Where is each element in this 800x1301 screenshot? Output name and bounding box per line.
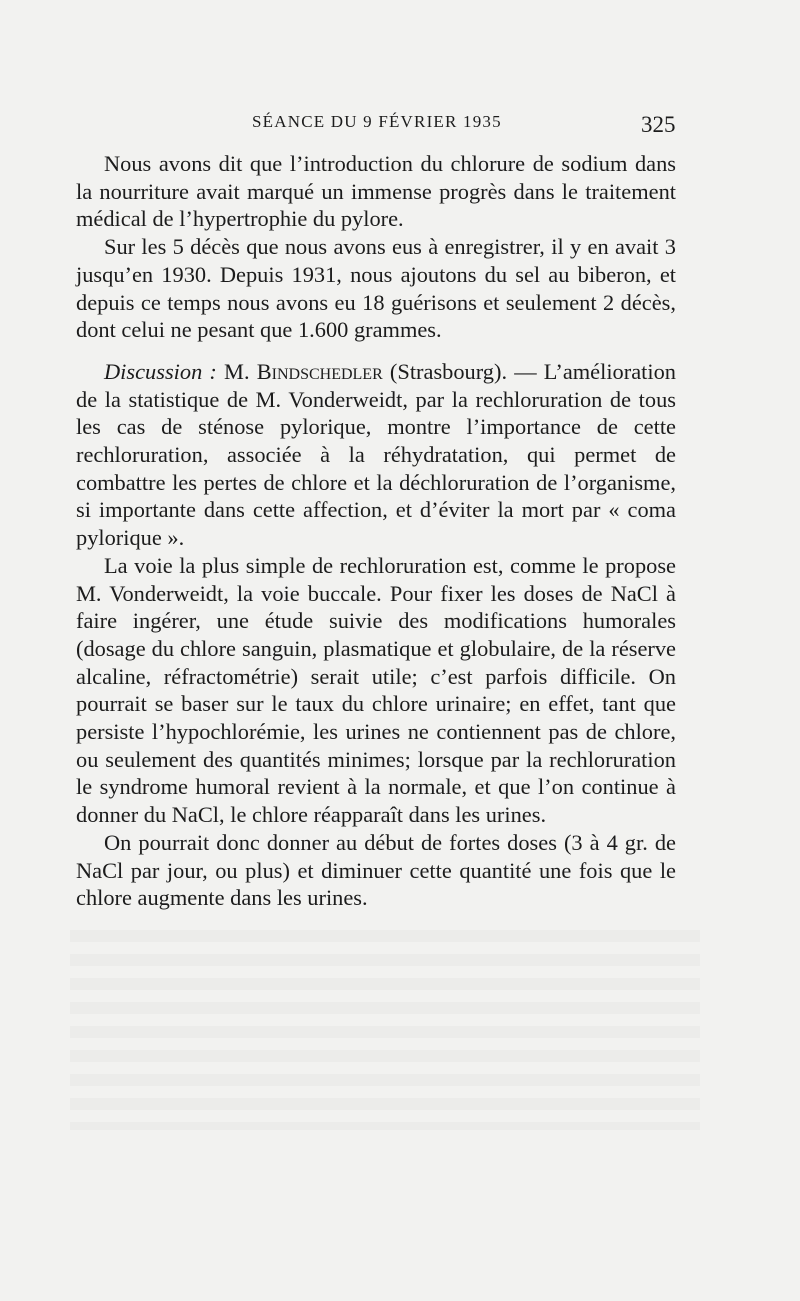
show-through-texture	[70, 930, 700, 1130]
paragraph-deaths-statistics: Sur les 5 décès que nous avons eus à enregistrer, il y en avait 3 jusqu’en 1930. Depuis 1931, nous ajoutons du sel au biberon, et depuis ce temps nous avons eu 18 guérisons et seulement 2 décès, dont celui ne pesant que 1.600 grammes.	[76, 234, 676, 343]
discussion-label: Discussion :	[104, 358, 217, 384]
page-header	[0, 108, 800, 142]
speaker-name: M. Bindschedler	[224, 358, 383, 384]
running-title: SÉANCE DU 9 FÉVRIER 1935	[252, 112, 502, 131]
paragraph-oral-route: La voie la plus simple de rechloruration est, comme le propose M. Vonderweidt, la voie buccale. Pour fixer les doses de NaCl à faire ingérer, une étude suivie des modifications humorales (dosage du chlore sanguin, plasmatique et globulaire, de la réserve alcaline, réfractométrie) serait utile; c’est parfois difficile. On pourrait se baser sur le taux du chlore urinaire; en effet, tant que persiste l’hypochlorémie, les urines ne contiennent pas de chlore, ou seulement des quantités minimes; lorsque par la rechloruration le syndrome humoral revient à la normale, et que l’on continue à donner du NaCl, le chlore réapparaît dans les urines.	[76, 552, 676, 828]
page-number: 325	[641, 112, 676, 137]
discussion-text: (Strasbourg). — L’amélioration de la statistique de M. Vonderweidt, par la rechloruration de tous les cas de sténose pylorique, montre l’importance de cette rechloruration, associée à la réhydratation, qui permet de combattre les pertes de chlore et la déchloruration de l’organisme, si importante dans cette affection, et d’éviter la mort par « coma pylorique ».	[76, 358, 676, 551]
paragraph-dosage: On pourrait donc donner au début de fortes doses (3 à 4 gr. de NaCl par jour, ou plus) et diminuer cette quantité une fois que le chlore augmente dans les urines.	[76, 829, 676, 911]
paragraph-discussion	[76, 358, 676, 552]
body-text	[76, 150, 676, 912]
paragraph-sodium-chloride: Nous avons dit que l’introduction du chlorure de sodium dans la nourriture avait marqué un immense progrès dans le traitement médical de l’hypertrophie du pylore.	[76, 151, 676, 232]
